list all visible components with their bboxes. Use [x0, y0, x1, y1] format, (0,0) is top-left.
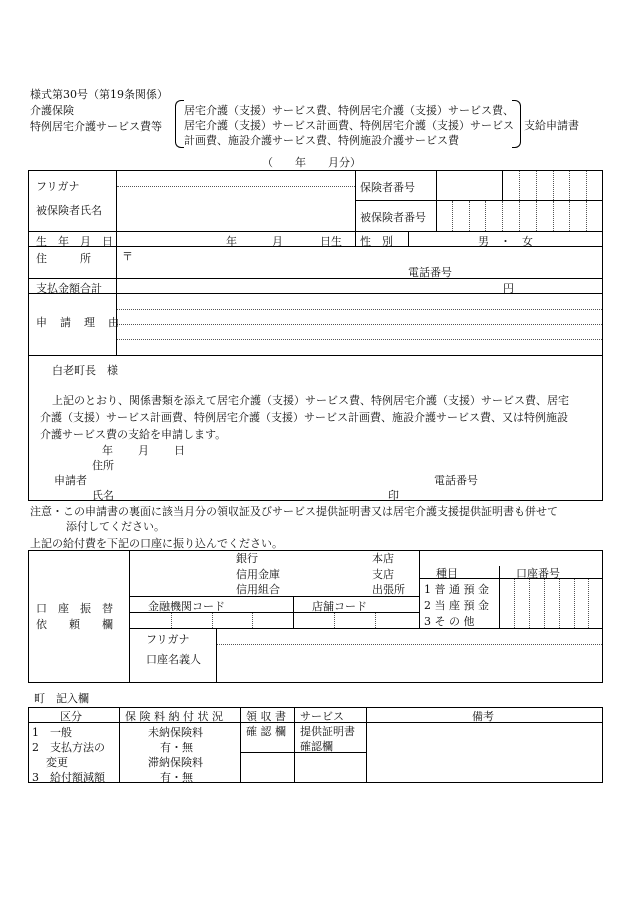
arrears-premium-label: 滞納保険料 — [148, 756, 203, 769]
note-line2: 添付してください。 — [66, 520, 165, 533]
bank-label-line2: 依 頼 欄 — [36, 618, 113, 631]
total-field[interactable] — [118, 279, 498, 292]
insured-name-field[interactable] — [118, 188, 354, 230]
table-rule — [216, 628, 217, 683]
table-rule — [28, 500, 603, 501]
table-rule — [28, 293, 603, 294]
furigana-label: フリガナ — [36, 180, 80, 193]
table-rule — [294, 707, 295, 783]
insured-number-field[interactable] — [437, 201, 601, 230]
unpaid-premium-options[interactable]: 有・無 — [160, 741, 193, 754]
table-rule — [366, 707, 367, 783]
account-number-label: 口座番号 — [516, 567, 560, 580]
branch-type-main[interactable]: 本店 — [372, 552, 394, 565]
header-brace-line2: 居宅介護（支援）サービス計画費、特例居宅介護（支援）サービス — [184, 119, 514, 132]
note-line1: 注意・この申請書の裏面に該当月分の領収証及びサービス提供証明書又は居宅介護支援提供証明書も併せて — [30, 505, 558, 518]
category-benefit-reduction: 3 給付額減額 — [32, 771, 105, 784]
category-general: 1 一般 — [32, 726, 72, 739]
form-number: 様式第30号（第19条関係） — [30, 88, 168, 101]
table-rule — [419, 550, 420, 629]
table-rule — [28, 231, 603, 232]
declaration-line1: 上記のとおり、関係書類を添えて居宅介護（支援）サービス費、特例居宅介護（支援）サービス費、居宅 — [52, 394, 569, 407]
address-field[interactable] — [138, 248, 600, 276]
sex-label: 性 別 — [360, 235, 393, 248]
yen-label: 円 — [503, 282, 514, 295]
table-rule — [28, 550, 29, 683]
reason-field[interactable] — [118, 295, 601, 353]
table-rule — [28, 355, 603, 356]
insured-name-label: 被保険者氏名 — [36, 204, 102, 217]
institution-code-label: 金融機関コード — [148, 600, 225, 613]
declaration-year: 年 — [102, 444, 113, 457]
address-label: 住 所 — [36, 252, 91, 265]
header-brace-line1: 居宅介護（支援）サービス費、特例居宅介護（支援）サービス費、 — [184, 104, 514, 117]
declaration-address: 住所 — [92, 459, 114, 472]
header-period: （ 年 月分） — [262, 156, 361, 169]
table-rule — [602, 550, 603, 683]
table-rule — [602, 170, 603, 355]
header-right-text: 支給申請書 — [524, 119, 579, 132]
dob-year: 年 — [226, 235, 237, 248]
account-furigana-label: フリガナ — [146, 633, 190, 646]
declaration-day: 日 — [174, 444, 185, 457]
insurer-number-label: 保険者番号 — [360, 181, 415, 194]
header-left-line1: 介護保険 — [30, 104, 74, 117]
office-col-category: 区分 — [60, 710, 82, 723]
transfer-instruction: 上記の給付費を下記の口座に振り込んでください。 — [30, 537, 283, 550]
table-rule — [28, 782, 603, 783]
office-col-service-l2: 提供証明書 — [300, 725, 355, 738]
table-rule — [129, 550, 130, 683]
office-col-receipt-l1: 領 収 書 — [246, 710, 286, 723]
table-rule — [28, 707, 29, 783]
table-rule — [119, 707, 120, 783]
sex-options[interactable]: 男 ・ 女 — [478, 235, 533, 248]
account-kind-label: 種目 — [436, 567, 458, 580]
category-payment-change-cont: 変更 — [46, 756, 68, 769]
insurer-number-field[interactable] — [503, 171, 601, 200]
table-rule — [117, 186, 355, 187]
office-col-receipt-l2: 確 認 欄 — [246, 725, 286, 738]
account-kind-ordinary[interactable]: 1 普 通 預 金 — [424, 583, 489, 596]
postal-mark: 〒 — [122, 250, 133, 263]
table-rule — [252, 613, 253, 628]
total-label: 支払金額合計 — [36, 282, 102, 295]
remarks-field[interactable] — [368, 724, 601, 781]
office-col-service-l3: 確認欄 — [300, 740, 333, 753]
bank-type-shinkin[interactable]: 信用金庫 — [236, 568, 280, 581]
reason-label: 申 請 理 由 — [36, 316, 120, 329]
bank-type-kumiai[interactable]: 信用組合 — [236, 583, 280, 596]
table-rule — [171, 613, 172, 628]
table-rule — [240, 707, 241, 783]
account-holder-label: 口座名義人 — [146, 653, 201, 666]
header-left-line2: 特例居宅介護サービス費等 — [30, 120, 162, 133]
header-brace-line3: 計画費、施設介護サービス費、特例施設介護サービス費 — [184, 134, 459, 147]
account-number-field[interactable] — [500, 579, 601, 627]
table-rule — [129, 628, 603, 629]
account-kind-other[interactable]: 3 そ の 他 — [424, 615, 475, 628]
declaration-name: 氏名 — [92, 489, 114, 502]
table-rule — [217, 644, 602, 645]
account-kind-current[interactable]: 2 当 座 預 金 — [424, 599, 489, 612]
declaration-line3: 介護サービス費の支給を申請します。 — [40, 428, 227, 441]
account-holder-field[interactable] — [218, 646, 601, 681]
office-col-remarks: 備考 — [472, 710, 494, 723]
table-rule — [212, 613, 213, 628]
dob-day: 日生 — [320, 235, 342, 248]
table-rule — [28, 170, 29, 355]
bank-type-bank[interactable]: 銀行 — [236, 552, 258, 565]
dob-month: 月 — [272, 235, 283, 248]
branch-type-branch[interactable]: 支店 — [372, 568, 394, 581]
branch-code-label: 店舗コード — [312, 600, 367, 613]
branch-type-office[interactable]: 出張所 — [372, 583, 405, 596]
declaration-applicant: 申請者 — [54, 474, 87, 487]
table-rule — [408, 231, 409, 246]
seal-mark: 印 — [388, 489, 399, 502]
table-rule — [28, 682, 603, 683]
insured-number-label: 被保険者番号 — [360, 211, 426, 224]
dob-label: 生 年 月 日 — [36, 235, 113, 248]
table-rule — [355, 231, 356, 246]
category-payment-change: 2 支払方法の — [32, 741, 105, 754]
header-left-bracket — [175, 100, 184, 148]
table-rule — [375, 613, 376, 628]
office-col-service-l1: サービス — [300, 710, 344, 723]
declaration-month: 月 — [138, 444, 149, 457]
bank-label-line1: 口 座 振 替 — [36, 602, 113, 615]
phone-label: 電話番号 — [408, 266, 452, 279]
office-use-title: 町 記入欄 — [34, 692, 89, 705]
bank-name-field[interactable] — [131, 552, 231, 594]
table-rule — [334, 613, 335, 628]
declaration-line2: 介護（支援）サービス計画費、特例居宅介護（支援）サービス計画費、施設介護サービス費、又は特例施設 — [40, 411, 568, 424]
table-rule — [28, 550, 603, 551]
table-rule — [602, 355, 603, 501]
unpaid-premium-label: 未納保険料 — [148, 726, 203, 739]
table-rule — [602, 707, 603, 783]
declaration-phone: 電話番号 — [434, 474, 478, 487]
table-rule — [28, 355, 29, 501]
office-col-payment-status: 保 険 料 納 付 状 況 — [125, 710, 223, 723]
addressee: 白老町長 様 — [52, 364, 118, 377]
arrears-premium-options[interactable]: 有・無 — [160, 771, 193, 784]
